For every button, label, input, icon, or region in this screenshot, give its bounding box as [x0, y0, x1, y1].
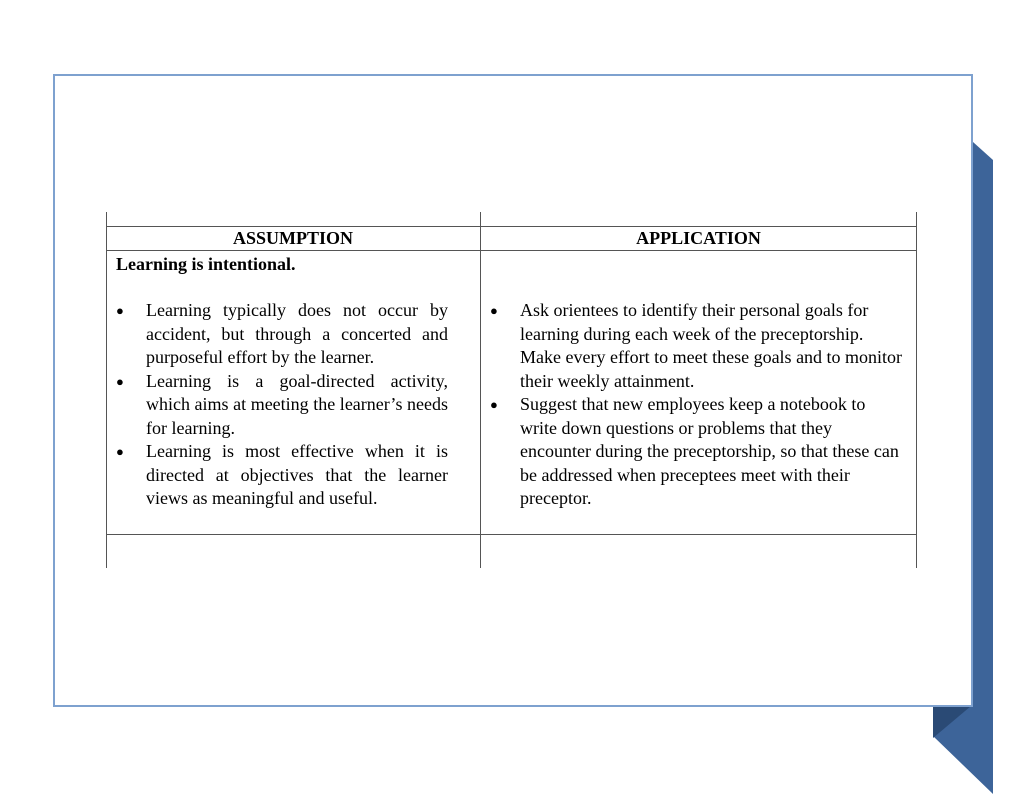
bullet-icon: ● — [490, 397, 498, 412]
table-border-right — [916, 212, 917, 568]
list-item — [490, 393, 906, 511]
row-title: Learning is intentional. — [116, 254, 296, 274]
list-item — [116, 440, 448, 511]
assumption-application-table — [106, 212, 917, 568]
assumption-point-text: Learning is most effective when it is directed at objectives that the learner views as meaningful and useful. — [146, 441, 448, 508]
header-assumption: ASSUMPTION — [232, 228, 353, 248]
bullet-icon: ● — [116, 373, 124, 389]
bullet-icon: ● — [116, 303, 124, 318]
header-application: APPLICATION — [636, 228, 761, 248]
assumption-point-text: Learning typically does not occur by accident, but through a concerted and purposeful effort by the learner. — [146, 300, 448, 367]
application-point-text: Suggest that new employees keep a notebook to write down questions or problems that they encounter during the preceptorship, so that these can be addressed when preceptees meet with their preceptor. — [520, 394, 899, 508]
assumption-point-text: Learning is a goal-directed activity, which aims at meeting the learner’s needs for learning. — [146, 370, 448, 438]
list-item — [116, 299, 448, 370]
table-row-bottom-rule — [106, 534, 917, 535]
table-border-left — [106, 212, 107, 568]
bullet-icon: ● — [116, 444, 124, 459]
assumption-list — [116, 299, 448, 511]
table-header-bottom-rule — [106, 250, 917, 251]
list-item — [116, 370, 448, 441]
application-point-text: Ask orientees to identify their personal goals for learning during each week of the preceptorship. Make every effort to meet these goals and to monitor their weekly attainment. — [520, 300, 903, 391]
bullet-icon: ● — [490, 303, 498, 318]
application-list — [490, 299, 906, 511]
table-column-divider — [480, 212, 481, 568]
list-item — [490, 299, 906, 393]
